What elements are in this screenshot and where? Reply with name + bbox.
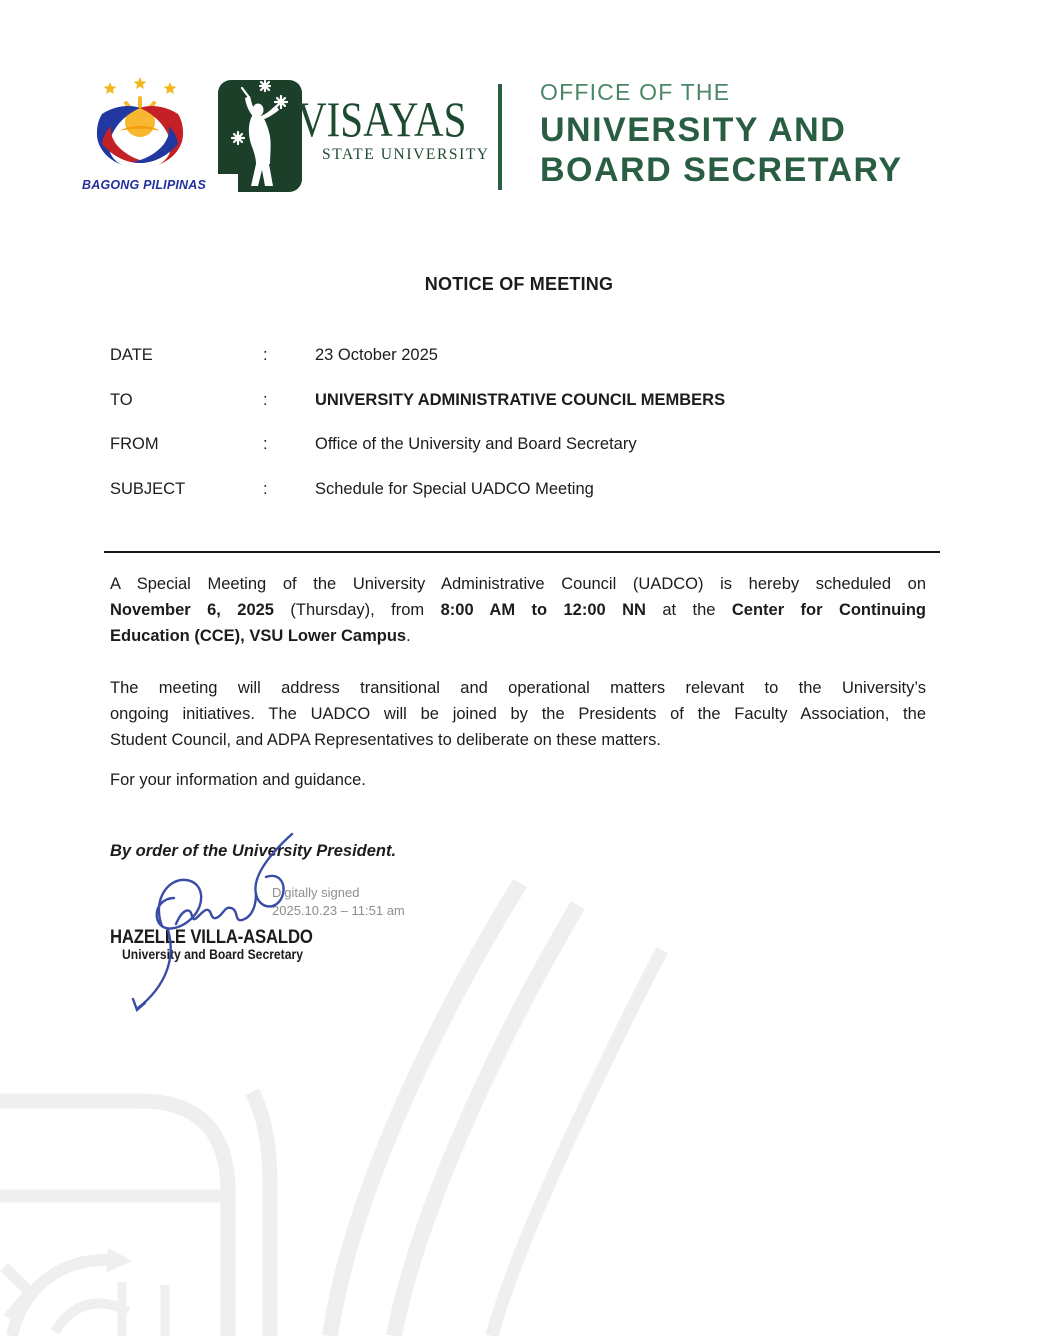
paragraph-line: November 6, 2025 (Thursday), from 8:00 AM to 12:00 NN at the Center for Continuing [110,601,926,619]
meta-label: TO [110,391,133,409]
document-title: NOTICE OF MEETING [424,274,614,294]
paragraph-line: Student Council, and ADPA Representatives to deliberate on these matters. [110,731,661,749]
meta-label: FROM [110,435,159,453]
vsu-dancer-icon [218,80,302,192]
vsu-seal [218,80,302,197]
meta-separator: : [263,391,268,409]
office-line-1: OFFICE OF THE [540,79,731,105]
meta-value: Schedule for Special UADCO Meeting [315,480,594,498]
meta-value: 23 October 2025 [315,346,438,364]
handwritten-signature [120,826,305,1022]
meta-separator: : [263,435,268,453]
vsu-wordmark-main: VISAYAS [297,91,467,147]
paragraph-closing: For your information and guidance. [110,771,366,789]
header-divider [498,84,502,190]
paragraph-line: ongoing initiatives. The UADCO will be joined by the Presidents of the Faculty Association, the [110,705,926,723]
signatory-name: HAZELLE VILLA-ASALDO [110,927,313,948]
meta-label: DATE [110,346,153,364]
office-letterhead [540,79,903,190]
office-line-3: BOARD SECRETARY [540,151,903,189]
digitally-signed-label: Digitally signed [272,885,360,900]
bagong-pilipinas-emblem-icon [82,76,198,172]
meta-label: SUBJECT [110,480,186,498]
meta-value: Office of the University and Board Secretary [315,435,637,453]
by-order-line: By order of the University President. [110,842,397,860]
signatory-title: University and Board Secretary [122,947,303,962]
vsu-wordmark [297,91,504,164]
paragraph-line: The meeting will address transitional and operational matters relevant to the University’s [110,679,926,697]
paragraph-schedule [110,571,926,649]
paragraph-agenda [110,675,926,753]
meta-separator: : [263,346,268,364]
paragraph-line: A Special Meeting of the University Administrative Council (UADCO) is hereby scheduled on [110,575,926,593]
paragraph-line: Education (CCE), VSU Lower Campus. [110,627,411,645]
horizontal-rule [104,551,940,553]
bagong-pilipinas-logo [82,76,207,194]
signature-timestamp: 2025.10.23 – 11:51 am [272,903,405,918]
bagong-pilipinas-caption: BAGONG PILIPINAS [82,178,207,192]
meta-value: UNIVERSITY ADMINISTRATIVE COUNCIL MEMBERS [315,391,726,409]
office-line-2: UNIVERSITY AND [540,111,847,149]
meta-separator: : [263,480,268,498]
vsu-wordmark-sub: STATE UNIVERSITY [322,146,490,163]
